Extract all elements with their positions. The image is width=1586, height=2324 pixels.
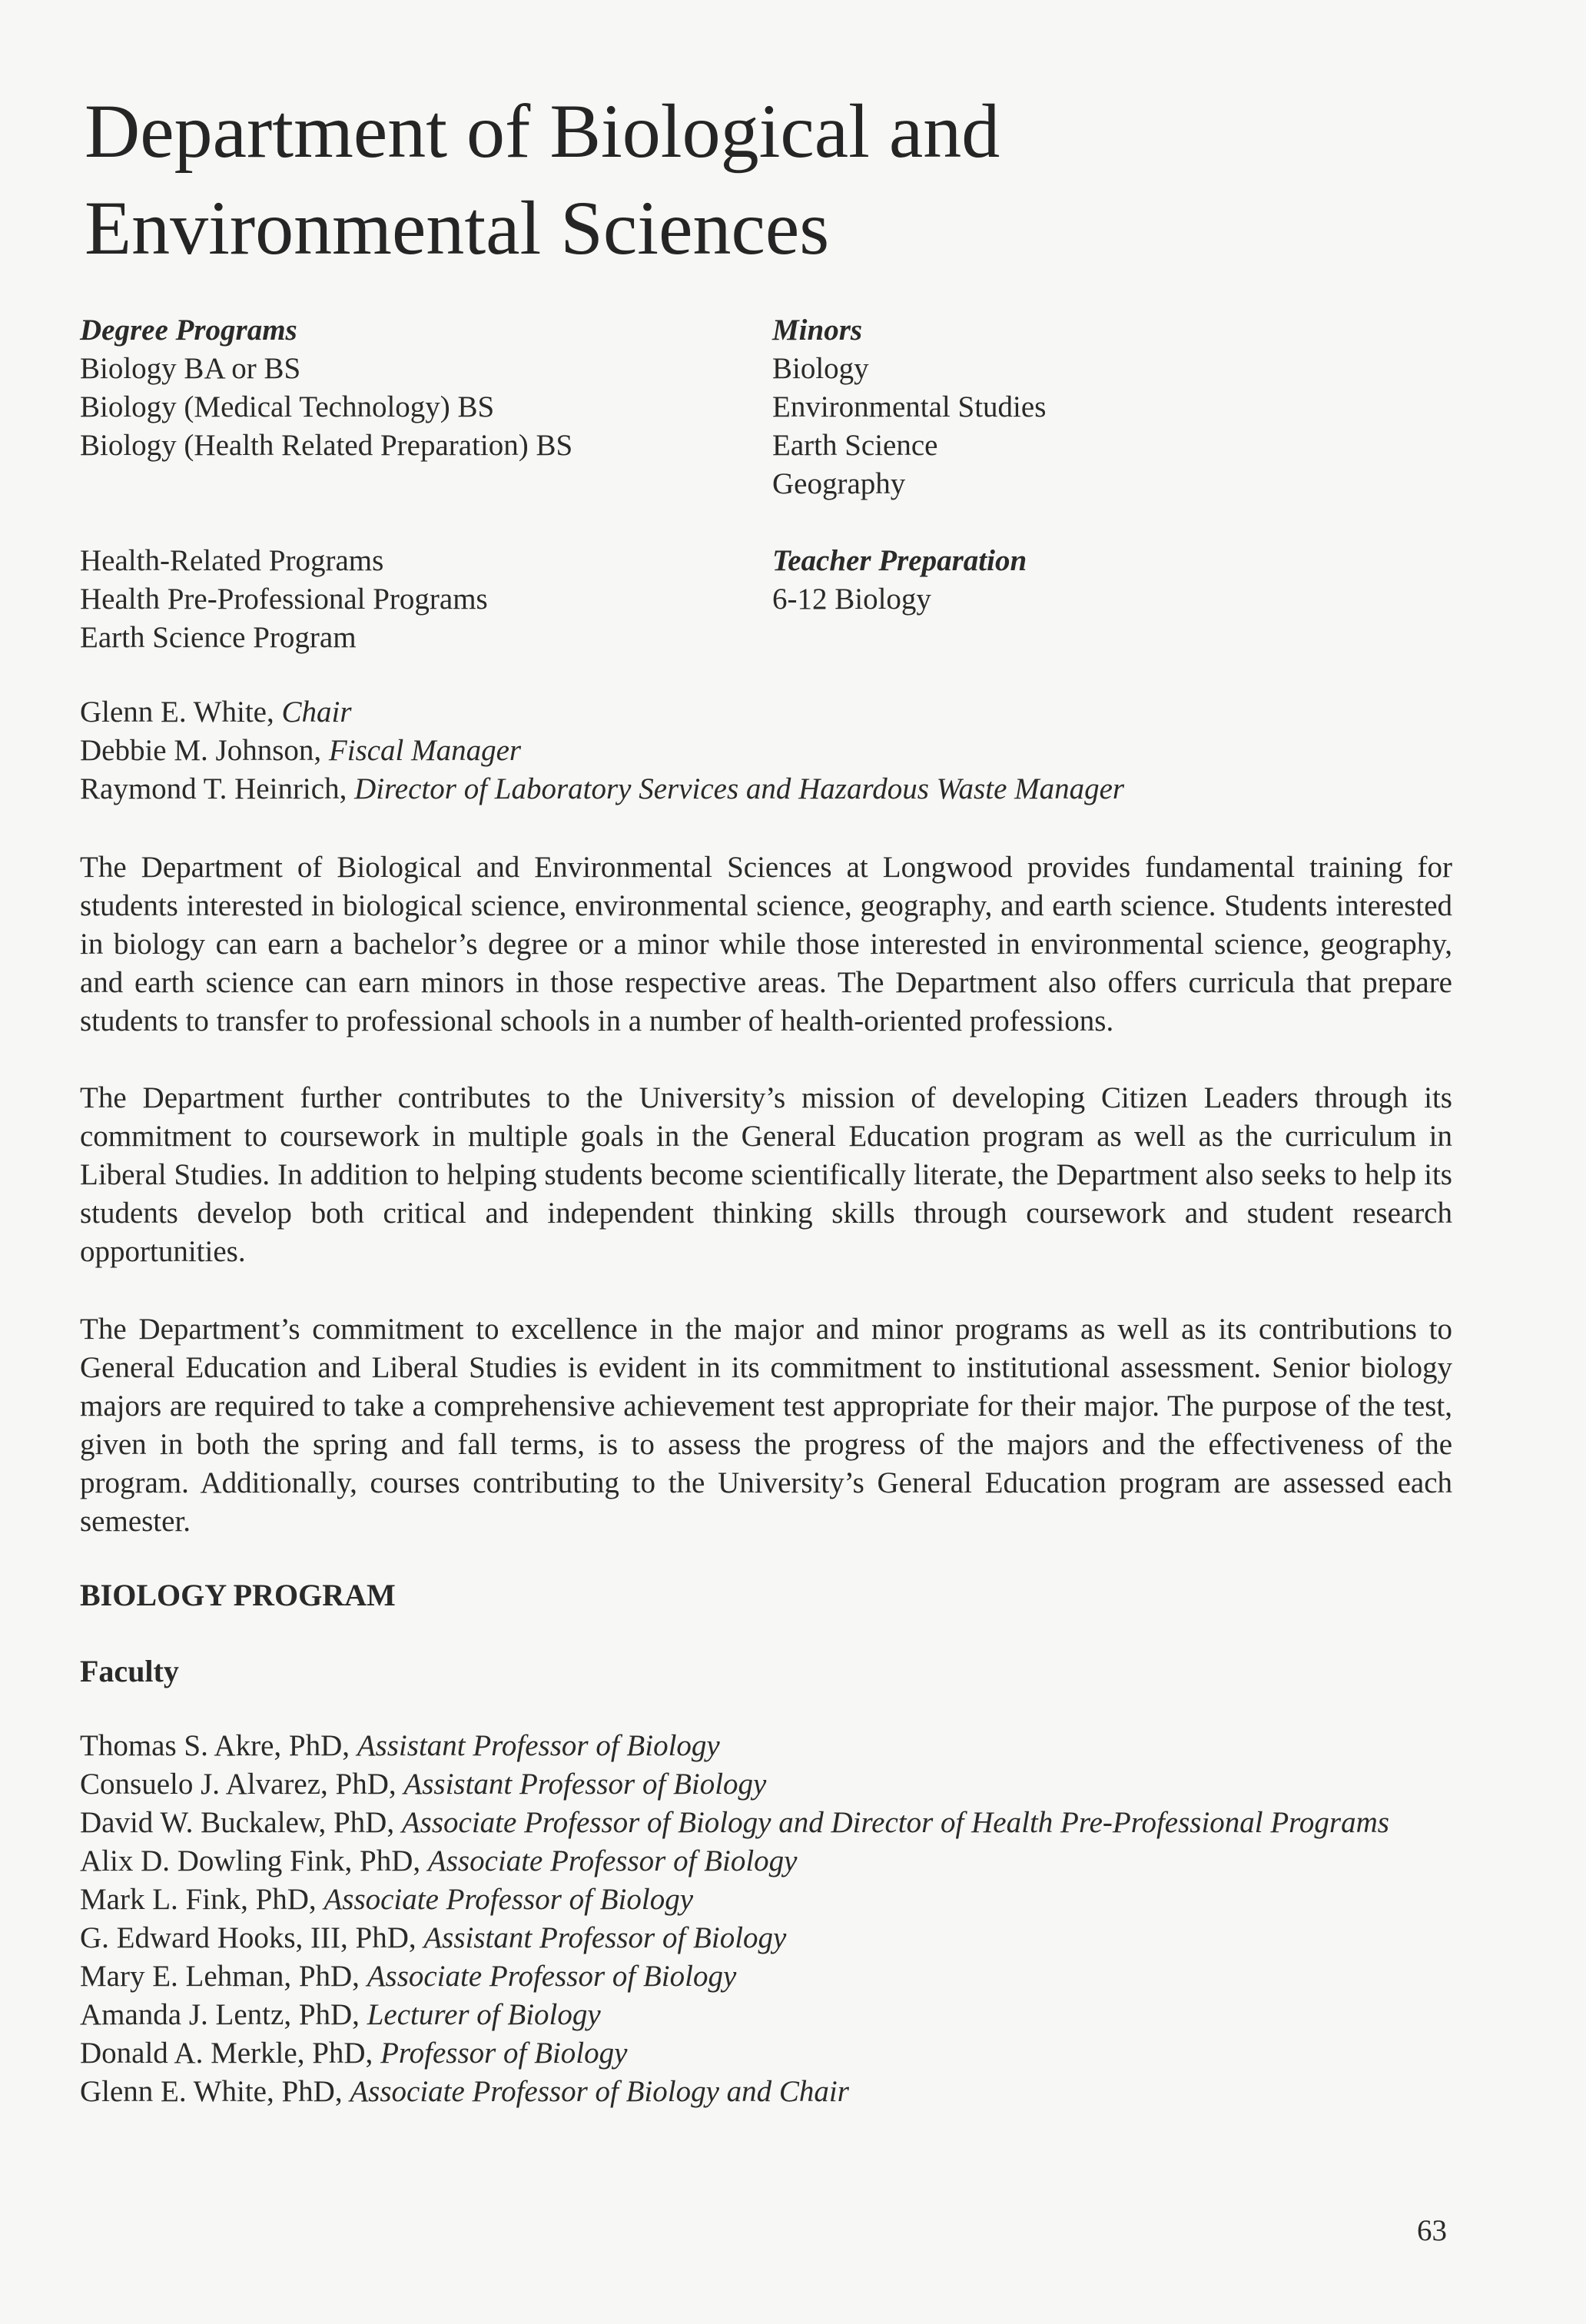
other-program-item: Health Pre-Professional Programs	[80, 583, 488, 616]
faculty-list	[80, 1727, 1389, 2111]
faculty-member	[80, 1996, 1389, 2034]
staff-name: Debbie M. Johnson,	[80, 734, 322, 767]
assessment-paragraph: The Department’s commitment to excellence in the major and minor programs as well as its contributions to General Education and Liberal Studies is evident in its commitment to institutional assessment. Senior biology majors are required to take a comprehensive achievement test appropriate for their major. The purpose of the test, given in both the spring and fall terms, is to assess the progress of the majors and the effectiveness of the program. Additionally, courses contributing to the University’s General Education program are assessed each semester.	[80, 1313, 1452, 1538]
department-staff	[80, 693, 1124, 808]
degree-program-item: Biology (Medical Technology) BS	[80, 390, 495, 423]
biology-program-heading: BIOLOGY PROGRAM	[80, 1578, 396, 1612]
faculty-title: Associate Professor of Biology and Director of Health Pre-Professional Programs	[401, 1806, 1389, 1839]
minor-item: Environmental Studies	[772, 390, 1047, 423]
faculty-title: Lecturer of Biology	[367, 1998, 601, 2031]
faculty-name: Mary E. Lehman, PhD,	[80, 1960, 360, 1993]
minors-heading: Minors	[772, 314, 863, 347]
faculty-name: Thomas S. Akre, PhD,	[80, 1729, 350, 1762]
other-program-item: Earth Science Program	[80, 621, 357, 654]
faculty-name: Alix D. Dowling Fink, PhD,	[80, 1844, 421, 1877]
faculty-name: G. Edward Hooks, III, PhD,	[80, 1921, 416, 1954]
faculty-name: Mark L. Fink, PhD,	[80, 1883, 317, 1916]
faculty-member	[80, 1957, 1389, 1996]
teacher-preparation-item: 6-12 Biology	[772, 583, 931, 616]
faculty-name: David W. Buckalew, PhD,	[80, 1806, 395, 1839]
teacher-preparation-heading: Teacher Preparation	[772, 544, 1027, 577]
faculty-name: Donald A. Merkle, PhD,	[80, 2037, 373, 2070]
faculty-member	[80, 1842, 1389, 1881]
faculty-title: Associate Professor of Biology	[367, 1960, 737, 1993]
staff-line	[80, 693, 1124, 732]
faculty-title: Assistant Professor of Biology	[403, 1768, 767, 1801]
faculty-name: Consuelo J. Alvarez, PhD,	[80, 1768, 396, 1801]
faculty-member	[80, 2034, 1389, 2073]
faculty-title: Associate Professor of Biology	[324, 1883, 694, 1916]
faculty-member	[80, 2073, 1389, 2111]
faculty-title: Professor of Biology	[380, 2037, 628, 2070]
faculty-member	[80, 1727, 1389, 1765]
page-number: 63	[1417, 2214, 1447, 2247]
staff-name: Raymond T. Heinrich,	[80, 772, 347, 805]
page-title	[85, 83, 1000, 277]
faculty-heading: Faculty	[80, 1654, 179, 1688]
faculty-name: Amanda J. Lentz, PhD,	[80, 1998, 360, 2031]
staff-role: Director of Laboratory Services and Hazardous Waste Manager	[354, 772, 1125, 805]
staff-role: Fiscal Manager	[328, 734, 522, 767]
faculty-member	[80, 1804, 1389, 1842]
degree-program-item: Biology BA or BS	[80, 352, 301, 385]
minor-item: Earth Science	[772, 429, 938, 462]
degree-programs-heading: Degree Programs	[80, 314, 297, 347]
faculty-member	[80, 1881, 1389, 1919]
other-program-item: Health-Related Programs	[80, 544, 384, 577]
minor-item: Geography	[772, 467, 906, 500]
minors-block	[772, 311, 1046, 503]
page-title-line-1: Department of Biological and	[85, 88, 1000, 174]
staff-line	[80, 732, 1124, 770]
other-programs-block	[80, 542, 488, 657]
mission-paragraph: The Department further contributes to the University’s mission of developing Citizen Leaders through its commitment to coursework in multiple goals in the General Education program as well as the curriculum in Liberal Studies. In addition to helping students become scientifically literate, the Department also seeks to help its students develop both critical and independent thinking skills through coursework and student research opportunities.	[80, 1081, 1452, 1268]
staff-name: Glenn E. White,	[80, 696, 274, 729]
faculty-title: Assistant Professor of Biology	[423, 1921, 787, 1954]
faculty-title: Associate Professor of Biology	[427, 1844, 798, 1877]
staff-line	[80, 770, 1124, 808]
faculty-title: Associate Professor of Biology and Chair	[350, 2075, 849, 2108]
minor-item: Biology	[772, 352, 869, 385]
degree-program-item: Biology (Health Related Preparation) BS	[80, 429, 573, 462]
intro-paragraph: The Department of Biological and Environmental Sciences at Longwood provides fundamental training for students interested in biological science, environmental science, geography, and earth science. Students interested in biology can earn a bachelor’s degree or a minor while those interested in environmental science, geography, and earth science can earn minors in those respective areas. The Department also offers curricula that prepare students to transfer to professional schools in a number of health-oriented professions.	[80, 851, 1452, 1038]
faculty-member	[80, 1919, 1389, 1957]
faculty-name: Glenn E. White, PhD,	[80, 2075, 343, 2108]
teacher-preparation-block	[772, 542, 1027, 619]
page-title-line-2: Environmental Sciences	[85, 185, 830, 271]
staff-role: Chair	[281, 696, 352, 729]
faculty-title: Assistant Professor of Biology	[357, 1729, 720, 1762]
faculty-member	[80, 1765, 1389, 1804]
degree-programs-block	[80, 311, 572, 465]
